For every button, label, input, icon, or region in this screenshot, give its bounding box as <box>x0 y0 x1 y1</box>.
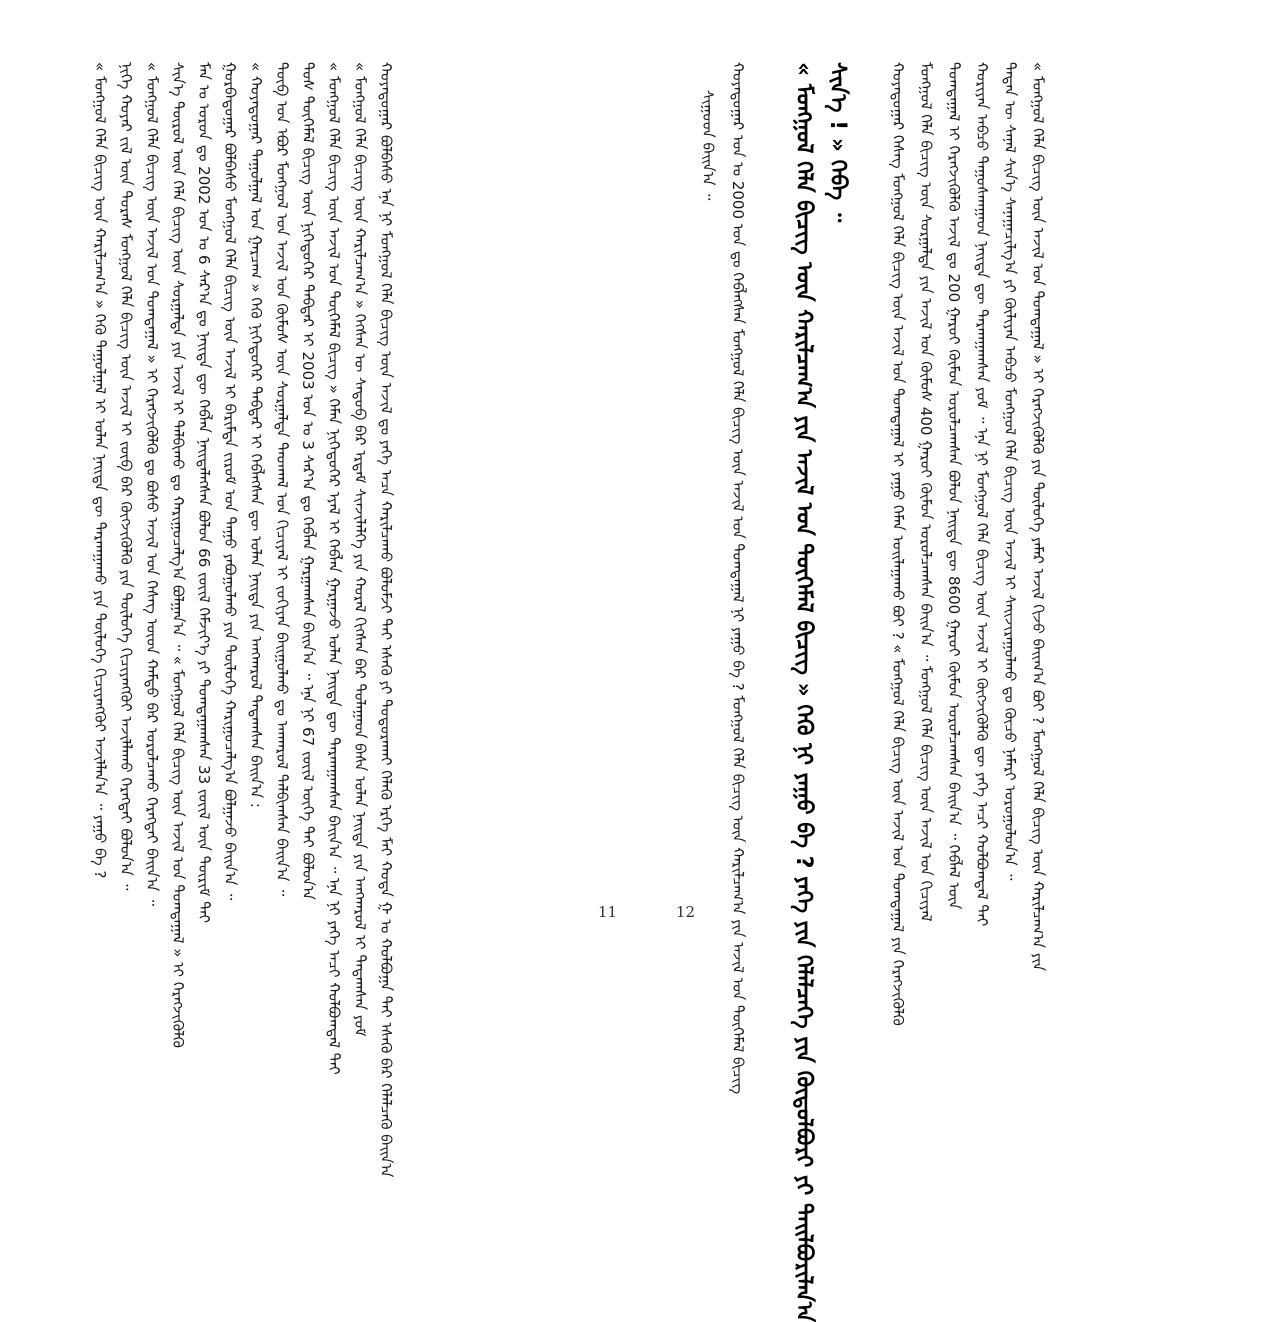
text-column: ᠬᠣᠷᠢᠶᠠᠨ ᠠᠪᠴᠤ ᠳᠠᠭᠤᠰᠬᠠᠭᠠᠳ ᠨᠡᠢᠲᠡ ᠳᠦ ᠲᠠᠷᠬᠠᠭᠠᠭᠰᠠᠨ ᠶᠤᠮ ᠃ ᠡᠨᠡ ᠨᠢ ᠮᠣᠩᠭᠣᠯ ᠬᠡᠯᠡ ᠪᠢᠴᠢᠭ ᠦᠨ ᠠᠵᠢᠯ ᠢ ᠬᠥᠭᠵᠢᠭᠦᠯᠬᠦ ᠳᠦ ᠶᠡᠬᠡ ᠠᠴᠢ ᠬᠣᠯᠪᠣᠭᠳᠠᠯ ᠲᠠᠢ <box>973 62 991 927</box>
text-column: ᠮᠠᠨ ᠤ ᠣᠷᠣᠨ ᠳᠤ 2002 ᠣᠨ ᠤ 6 ᠰᠠᠷ᠎ᠠ ᠳᠤ ᠨᠡᠢᠲᠡ ᠳᠦ ᠬᠡᠪᠯᠡᠨ ᠨᠡᠢᠲᠡᠯᠡᠭᠰᠡᠨ ᠪᠣᠯᠤᠨ 66 ᠵᠦᠢᠯ ᠬᠡᠮᠵᠢᠶ᠎ᠡ ᠶᠢ ᠲᠣᠭᠲᠠᠭᠠᠭᠰᠠᠨ 33 ᠵᠦᠢᠯ ᠦᠨ ᠳᠦᠷᠢᠮ ᠲᠠᠢ <box>195 62 213 924</box>
heading: ᠰᠢᠨ᠎ᠡ ! » ᠭᠡᠪᠡ ᠃ <box>825 62 850 223</box>
text-column: ᠲᠤᠰ ᠲᠦᠭᠡᠮᠡᠯ ᠪᠢᠴᠢᠭ ᠦᠨ ᠨᠢᠭᠡᠳᠦᠭᠡᠷ ᠳᠡᠪᠲᠡᠷ ᠢ 2003 ᠣᠨ ᠤ 3 ᠰᠠᠷ᠎ᠠ ᠳᠤ ᠬᠡᠪᠯᠡᠨ ᠭᠠᠷᠭᠠᠭᠰᠠᠨ ᠪᠠᠢᠨ᠎ᠠ ᠃ ᠡᠨᠡ ᠨᠢ 67 ᠵᠦᠢᠯ ᠦᠭᠡ ᠲᠠᠢ ᠪᠣᠯᠤᠨ᠎ᠠ <box>299 62 317 900</box>
text-column: ᠲᠦᠪ ᠤᠨ ᠡᠪᠦᠷ ᠮᠣᠩᠭᠣᠯ ᠤᠨ ᠠᠵᠢᠯ ᠤᠨ ᠬᠦᠮᠦᠰ ᠦᠨ ᠰᠤᠷᠭᠠᠯᠲᠠ ᠳᠠᠳᠬᠠᠯ ᠤᠨ ᠬᠢᠴᠢᠶᠡᠯ ᠢ ᠵᠣᠬᠢᠶᠠᠨ ᠪᠠᠢᠭᠤᠯᠬᠤ ᠳᠤ ᠠᠨᠬᠠᠷᠤᠯ ᠲᠠᠯᠪᠢᠭᠰᠠᠨ ᠪᠠᠢᠨ᠎ᠠ ᠃ <box>273 62 291 897</box>
text-column: « ᠬᠣᠶᠠᠳᠤᠭᠠᠷ ᠳᠠᠭᠤᠯᠭᠠᠯ ᠤᠨ ᠭᠠᠷᠴᠠᠭ » ᠭᠡᠬᠦ ᠨᠢᠭᠡᠳᠦᠭᠡᠷ ᠳᠡᠪᠲᠡᠷ ᠢ ᠬᠡᠪᠯᠡᠭᠰᠡᠨ ᠳᠦ ᠣᠯᠠᠨ ᠨᠡᠢᠲᠡ ᠶᠢᠨ ᠠᠨᠭᠬᠠᠷᠤᠯ ᠲᠠᠲᠠᠭᠰᠠᠨ ᠪᠠᠢᠨ᠎ᠠ : <box>247 62 265 808</box>
left-page <box>0 0 640 1178</box>
text-column: ᠮᠣᠩᠭᠣᠯ ᠬᠡᠯᠡ ᠪᠢᠴᠢᠭ ᠦᠨ ᠰᠤᠷᠭᠠᠯᠲᠠ ᠶᠢᠨ ᠠᠵᠢᠯ ᠤᠨ ᠬᠦᠮᠦᠰ 400 ᠭᠠᠷᠤᠢ ᠬᠦᠮᠦᠨ ᠣᠷᠣᠯᠴᠠᠭᠰᠠᠨ ᠪᠠᠢᠨ᠎ᠠ ᠃ ᠮᠣᠩᠭᠣᠯ ᠬᠡᠯᠡ ᠪᠢᠴᠢᠭ ᠦᠨ ᠠᠵᠢᠯ ᠤᠨ ᠬᠢᠴᠢᠶᠡᠯ <box>917 62 935 922</box>
text-column: ᠰᠢᠨ᠎ᠡ ᠲᠥᠷᠥᠯ ᠦᠨ ᠬᠡᠯᠡ ᠪᠢᠴᠢᠭ ᠦᠨ ᠰᠤᠷᠭᠠᠯᠲᠠ ᠶᠢᠨ ᠠᠵᠢᠯ ᠢ ᠲᠠᠯᠪᠢᠬᠤ ᠳᠤ ᠬᠠᠷᠢᠭᠤᠴᠠᠯᠭ᠎ᠠ ᠪᠣᠯᠭᠠᠨ᠎ᠠ ᠃ « ᠮᠣᠩᠭᠣᠯ ᠬᠡᠯᠡ ᠪᠢᠴᠢᠭ ᠦᠨ ᠠᠵᠢᠯ ᠤᠨ ᠲᠣᠭᠲᠠᠭᠠᠯ » ᠢ ᠬᠡᠷᠡᠭᠵᠢᠭᠦᠯᠬᠦ <box>169 62 187 1048</box>
page-number: 11 <box>598 903 618 921</box>
text-column: ᠲᠡᠳᠡᠨ ᠦ ᠰᠠᠨᠠᠯ ᠰᠢᠨ᠎ᠡ ᠰᠠᠨᠠᠭᠠᠴᠢᠯᠭ᠎ᠠ ᠶᠢ ᠬᠦᠯᠢᠶᠡᠨ ᠠᠪᠴᠤ ᠮᠣᠩᠭᠣᠯ ᠬᠡᠯᠡ ᠪᠢᠴᠢᠭ ᠦᠨ ᠠᠵᠢᠯ ᠢ ᠰᠠᠢᠵᠢᠷᠠᠭᠤᠯᠬᠤ ᠳᠤ ᠬᠦᠴᠦ ᠨᠡᠮᠡᠷᠢ ᠣᠷᠣᠭᠤᠯᠤᠨ᠎ᠠ ᠃ <box>1001 62 1019 881</box>
text-column: ᠬᠣᠶᠠᠳᠤᠭᠠᠷ ᠬᠡᠰᠡᠭ ᠮᠣᠩᠭᠣᠯ ᠬᠡᠯᠡ ᠪᠢᠴᠢᠭ ᠦᠨ ᠠᠵᠢᠯ ᠤᠨ ᠲᠣᠭᠲᠠᠭᠠᠯ ᠢ ᠶᠠᠭᠤ ᠬᠡᠮᠡᠨ ᠣᠢᠯᠠᠭᠠᠬᠤ ᠪᠤᠢ ? « ᠮᠣᠩᠭᠣᠯ ᠬᠡᠯᠡ ᠪᠢᠴᠢᠭ ᠦᠨ ᠠᠵᠢᠯ ᠤᠨ ᠲᠣᠭᠲᠠᠭᠠᠯ ᠶᠢᠨ ᠬᠡᠷᠡᠭᠵᠢᠭᠦᠯᠬᠦ <box>889 62 907 1026</box>
text-column: « ᠮᠣᠩᠭᠣᠯ ᠬᠡᠯᠡ ᠪᠢᠴᠢᠭ ᠦᠨ ᠠᠵᠢᠯ ᠤᠨ ᠲᠣᠭᠲᠠᠭᠠᠯ » ᠢ ᠬᠡᠷᠡᠭᠵᠢᠭᠦᠯᠬᠦ ᠶᠢᠨ ᠲᠥᠯᠥᠭᠡ ᠶᠠᠮᠠᠷ ᠠᠵᠢᠯ ᠬᠢᠵᠦ ᠪᠠᠢᠭ᠎ᠠ ᠪᠤᠢ ? ᠮᠣᠩᠭᠣᠯ ᠬᠡᠯᠡ ᠪᠢᠴᠢᠭ ᠦᠨ ᠬᠠᠷᠢᠯᠴᠠᠭ᠎ᠠ ᠶᠢᠨ <box>1029 62 1047 971</box>
page-number: 12 <box>676 903 696 921</box>
right-page <box>640 0 1280 1322</box>
text-column: ᠭᠤᠷᠪᠠᠳᠤᠭᠠᠷ ᠪᠣᠯᠪᠠᠰᠤ ᠮᠣᠩᠭᠣᠯ ᠬᠡᠯᠡ ᠪᠢᠴᠢᠭ ᠦᠨ ᠠᠵᠢᠯ ᠢ ᠪᠠᠷᠢᠮᠲᠠ ᠵᠢᠷᠤᠮ ᠤᠨ ᠳᠠᠭᠤ ᠶᠠᠪᠤᠭᠤᠯᠬᠤ ᠶᠢᠨ ᠲᠥᠯᠥᠭᠡ ᠬᠠᠷᠢᠭᠤᠴᠠᠯᠭ᠎ᠠ ᠪᠣᠯᠭᠠᠵᠤ ᠪᠠᠢᠨ᠎ᠠ ᠃ <box>221 62 239 901</box>
text-column: « ᠮᠣᠩᠭᠣᠯ ᠬᠡᠯᠡ ᠪᠢᠴᠢᠭ ᠦᠨ ᠬᠠᠷᠢᠯᠴᠠᠭ᠎ᠠ » ᠭᠡᠭᠰᠡᠨ ᠦ ᠰᠡᠳᠦᠪ ᠪᠡᠷ ᠡᠷᠳᠡᠮ ᠰᠢᠨᠵᠢᠯᠡᠯᠭᠡ ᠶᠢᠨ ᠬᠤᠷᠠᠯ ᠬᠢᠭᠰᠡᠨ ᠪᠡᠷ ᠲᠤᠯᠠᠭᠠᠳ ᠪᠠᠰᠠ ᠣᠯᠠᠨ ᠨᠡᠢᠲᠡ ᠶᠢᠨ ᠠᠨᠭᠬᠠᠷᠤᠯ ᠢ ᠲᠠᠲᠠᠭᠰᠠᠨ ᠶᠤᠮ <box>351 62 369 1037</box>
heading: « ᠮᠣᠩᠭᠣᠯ ᠬᠡᠯᠡ ᠪᠢᠴᠢᠭ ᠦᠨ ᠬᠠᠷᠢᠯᠴᠠᠭ᠎ᠠ ᠶᠢᠨ ᠠᠵᠢᠯ ᠤᠨ ᠲᠦᠭᠡᠮᠡᠯ ᠪᠢᠴᠢᠭ » ᠭᠡᠬᠦ ᠨᠢ ᠶᠠᠭᠤ ᠪᠡ ? ᠶᠡᠬᠡ ᠶᠢᠨ ᠬᠡᠯᠡᠯᠴᠡᠭᠡ ᠶᠢᠨ ᠬᠥᠲᠦᠯᠪᠦᠷᠢ ᠶᠢ ᠲᠠᠢᠯᠪᠤᠷᠢᠯᠠᠨ᠎ᠠ <box>791 62 816 1322</box>
text-column: ᠬᠣᠶᠠᠳᠤᠭᠠᠷ ᠪᠣᠯᠪᠠᠰᠤ ᠡᠨᠡ ᠨᠢ ᠮᠣᠩᠭᠣᠯ ᠬᠡᠯᠡ ᠪᠢᠴᠢᠭ ᠦᠨ ᠠᠵᠢᠯ ᠳᠤ ᠶᠡᠬᠡ ᠠᠴᠠ ᠬᠠᠷᠢᠯᠴᠠᠬᠤ ᠪᠣᠯᠤᠮᠵᠢ ᠲᠠᠢ ᠡᠰᠡᠬᠦ ᠶᠢ ᠲᠣᠳᠣᠷᠠᠬᠠᠢ ᠬᠡᠯᠡᠬᠦ ᠡᠷᠬᠡ ᠮᠠᠢ ᠬᠣᠳᠠ ᠭ ᠤ ᠬᠣᠯᠪᠣᠭᠠ ᠲᠠᠢ ᠡᠰᠡᠬᠦ ᠪᠠᠷ ᠬᠡᠯᠡᠯᠴᠡᠬᠦ ᠪᠠᠢᠨ᠎ᠠ <box>377 62 395 1178</box>
text-column: « ᠮᠣᠩᠭᠣᠯ ᠬᠡᠯᠡ ᠪᠢᠴᠢᠭ ᠦᠨ ᠠᠵᠢᠯ ᠤᠨ ᠲᠦᠭᠡᠮᠡᠯ ᠪᠢᠴᠢᠭ » ᠬᠡᠮᠡᠨ ᠨᠢᠭᠡᠳᠦᠭᠡᠷ ᠡᠶᠡᠯ ᠢ ᠬᠡᠪᠯᠡᠨ ᠭᠠᠷᠭᠠᠵᠤ ᠣᠯᠠᠨ ᠨᠡᠢᠲᠡ ᠳᠦ ᠲᠠᠷᠬᠠᠭᠠᠭᠰᠠᠨ ᠪᠠᠢᠨ᠎ᠠ ᠃ ᠡᠨᠡ ᠨᠢ ᠶᠡᠬᠡ ᠠᠴᠢ ᠬᠣᠯᠪᠣᠭᠳᠠᠯ ᠲᠠᠢ <box>325 62 343 1075</box>
text-column: ᠰᠢᠭᠤᠳ ᠪᠠᠢᠨ᠎ᠠ ᠃ <box>699 90 717 201</box>
text-column: « ᠮᠣᠩᠭᠣᠯ ᠬᠡᠯᠡ ᠪᠢᠴᠢᠭ ᠦᠨ ᠠᠵᠢᠯ ᠤᠨ ᠲᠣᠭᠲᠠᠭᠠᠯ » ᠢ ᠬᠡᠷᠡᠭᠵᠢᠭᠦᠯᠬᠦ ᠳᠤ ᠪᠤᠰᠤ ᠠᠵᠢᠯ ᠤᠨ ᠬᠡᠰᠡᠭ ᠦᠳ ᠬᠠᠮᠲᠤ ᠪᠠᠷ ᠣᠷᠣᠯᠴᠠᠬᠤ ᠬᠡᠷᠡᠭᠲᠡᠢ ᠪᠠᠢᠨ᠎ᠠ ᠃ <box>143 62 161 906</box>
text-column: ᠬᠣᠶᠠᠳᠤᠭᠠᠷ ᠣᠨ ᠤ 2000 ᠣᠨ ᠳᠤ ᠬᠡᠪᠯᠡᠭᠰᠡᠨ ᠮᠣᠩᠭᠣᠯ ᠬᠡᠯᠡ ᠪᠢᠴᠢᠭ ᠦᠨ ᠠᠵᠢᠯ ᠤᠨ ᠲᠣᠭᠲᠠᠭᠠᠯ ᠨᠢ ᠶᠠᠭᠤ ᠪᠡ ? ᠮᠣᠩᠭᠣᠯ ᠬᠡᠯᠡ ᠪᠢᠴᠢᠭ ᠦᠨ ᠬᠠᠷᠢᠯᠴᠠᠭ᠎ᠠ ᠶᠢᠨ ᠠᠵᠢᠯ ᠤᠨ ᠲᠦᠭᠡᠮᠡᠯ ᠪᠢᠴᠢᠭ <box>729 62 747 1095</box>
text-column: ᠲᠣᠭᠲᠠᠭᠠᠯ ᠢ ᠬᠡᠷᠡᠭᠵᠢᠭᠦᠯᠬᠦ ᠠᠵᠢᠯ ᠳᠤ 200 ᠭᠠᠷᠤᠢ ᠬᠦᠮᠦᠨ ᠣᠷᠣᠯᠴᠠᠭᠰᠠᠨ ᠪᠣᠯᠤᠨ ᠨᠡᠢᠲᠡ ᠳᠦ 8600 ᠭᠠᠷᠤᠢ ᠬᠦᠮᠦᠨ ᠣᠷᠣᠯᠴᠠᠭᠰᠠᠨ ᠪᠠᠢᠨ᠎ᠠ ᠃ ᠬᠡᠪᠯᠡᠯ ᠦᠨ <box>945 62 963 910</box>
text-column: ᠨᠢᠭᠡ ᠬᠣᠶᠠᠷ ᠵᠢᠯ ᠦᠨ ᠳᠤᠷᠠᠰ ᠮᠣᠩᠭᠣᠯ ᠬᠡᠯᠡ ᠪᠢᠴᠢᠭ ᠦᠨ ᠠᠵᠢᠯ ᠢ ᠵᠥᠪ ᠪᠡᠷ ᠬᠥᠭᠵᠢᠭᠦᠯᠬᠦ ᠶᠢᠨ ᠲᠥᠯᠥᠭᠡ ᠬᠢᠴᠢᠶᠡᠩᠭᠦᠢ ᠠᠵᠢᠯᠯᠠᠬᠤ ᠬᠡᠷᠡᠭᠲᠡᠢ ᠪᠣᠯᠤᠨ᠎ᠠ ᠃ <box>117 62 135 891</box>
text-column: « ᠮᠣᠩᠭᠣᠯ ᠬᠡᠯᠡ ᠪᠢᠴᠢᠭ ᠦᠨ ᠬᠠᠷᠢᠯᠴᠠᠭ᠎ᠠ » ᠭᠡᠬᠦ ᠳᠠᠭᠤᠯᠭᠠᠯ ᠢ ᠣᠯᠠᠨ ᠨᠡᠢᠲᠡ ᠳᠦ ᠲᠠᠷᠬᠠᠭᠠᠬᠤ ᠶᠢᠨ ᠲᠥᠯᠥᠭᠡ ᠬᠢᠴᠢᠶᠡᠩᠭᠦᠢ ᠠᠵᠢᠯᠯᠠᠨ᠎ᠠ ᠃ ᠶᠠᠭᠤ ᠪᠡ ? <box>91 62 109 879</box>
